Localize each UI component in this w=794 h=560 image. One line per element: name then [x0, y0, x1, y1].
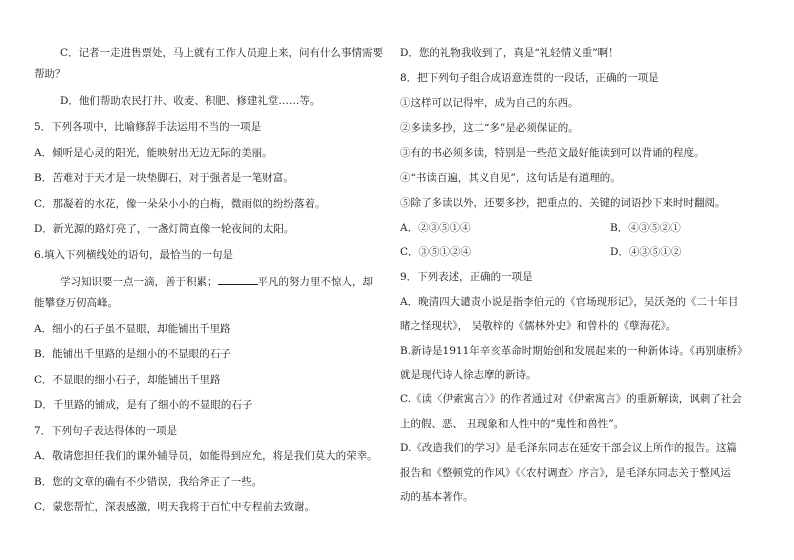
q6-fill-blank — [218, 273, 258, 285]
q5-option-a: A．倾听是心灵的阳光，能映射出无边无际的美丽。 — [34, 147, 273, 159]
q7-stem: 7．下列句子表达得体的一项是 — [34, 425, 178, 437]
q8-option-a: A．②③⑤①④ — [400, 222, 471, 234]
q6-passage-pre: 学习知识要一点一滴，善于积累； — [60, 276, 218, 288]
q8-option-d: D．④③⑤①② — [610, 246, 682, 258]
q8-option-c: C．③⑤①②④ — [400, 246, 472, 258]
q6-passage-post: 平凡的努力里不惊人，却 — [257, 276, 373, 288]
q9-option-d-line3: 动的基本著作。 — [400, 491, 474, 503]
q5-option-c: C．那凝着的水花，像一朵朵小小的白梅，微雨似的纷纷落着。 — [34, 198, 326, 210]
q9-option-c-line2: 上的假、恶、 丑现象和人性中的“鬼性和兽性”。 — [400, 418, 625, 430]
q9-option-a-line2: 睹之怪现状》， 吴敬梓的《儒林外史》和曾朴的《孽海花》。 — [400, 320, 677, 332]
q5-stem: 5．下列各项中，比喻修辞手法运用不当的一项是 — [34, 121, 262, 133]
q8-option-b: B．④③⑤②① — [610, 222, 681, 234]
q6-option-c: C．不显眼的细小石子，却能铺出千里路 — [34, 374, 221, 386]
q6-option-d: D．千里路的铺成，是有了细小的不显眼的石子 — [34, 399, 253, 411]
q8-sentence-4: ④“书读百遍，其义自见”，这句话是有道理的。 — [400, 172, 621, 184]
q9-option-b-line2: 就是现代诗人徐志摩的新诗。 — [400, 369, 537, 381]
q8-options-row2 — [400, 245, 682, 259]
q8-sentence-1: ①这样可以记得牢，成为自己的东西。 — [400, 97, 579, 109]
q6-passage-line1 — [34, 273, 373, 289]
q5-option-b: B．苦难对于天才是一块垫脚石，对于强者是一笔财富。 — [34, 172, 294, 184]
q6-option-a: A．细小的石子虽不显眼，却能铺出千里路 — [34, 323, 231, 335]
q8-sentence-3: ③有的书必须多读，特别是一些范文最好能读到可以背诵的程度。 — [400, 147, 705, 159]
q8-stem: 8．把下列句子组合成语意连贯的一段话，正确的一项是 — [400, 72, 659, 84]
q7-option-d: D．您的礼物我收到了，真是“礼轻情义重”啊！ — [400, 47, 619, 59]
q8-options-row1 — [400, 221, 681, 235]
q8-sentence-5: ⑤除了多读以外，还要多抄，把重点的、关键的词语抄下来时时翻阅。 — [400, 197, 726, 209]
q9-option-b-line1: B.新诗是1911年辛亥革命时期始创和发展起来的一种新体诗。《再别康桥》 — [400, 345, 748, 357]
q9-option-a-line1: A．晚清四大谴责小说是指李伯元的《官场现形记》，吴沃尧的《二十年目 — [400, 296, 739, 308]
q4-option-c-line2: 帮助？ — [34, 68, 66, 80]
q9-option-c-line1: C.《读〈伊索寓言〉》的作者通过对《伊索寓言》的重新解读，讽刺了社会 — [400, 393, 742, 405]
q8-sentence-2: ②多读多抄，这二“多”是必须保证的。 — [400, 122, 579, 134]
q7-option-c: C．蒙您帮忙，深表感激，明天我将于百忙中专程前去致谢。 — [34, 501, 316, 513]
q4-option-c-line1: C．记者一走进售票处，马上就有工作人员迎上来，问有什么事情需要 — [60, 47, 384, 59]
q9-option-d-line2: 报告和《整顿党的作风》《〈农村调查〉序言》，是毛泽东同志关于整风运 — [400, 467, 731, 479]
q9-option-d-line1: D.《改造我们的学习》是毛泽东同志在延安干部会议上所作的报告。这篇 — [400, 442, 737, 454]
q7-option-a: A．敬请您担任我们的课外辅导员，如能得到应允，将是我们莫大的荣幸。 — [34, 450, 378, 462]
q4-option-d: D．他们帮助农民打井、收麦、积肥、修建礼堂……等。 — [60, 95, 321, 107]
q7-option-b: B．您的文章的确有不少错误，我给斧正了一些。 — [34, 476, 263, 488]
q9-stem: 9．下列表述，正确的一项是 — [400, 271, 533, 283]
q6-passage-line2: 能攀登万仞高峰。 — [34, 297, 118, 309]
q6-stem: 6.填入下列横线处的语句，最恰当的一句是 — [34, 249, 234, 261]
q6-option-b: B．能铺出千里路的是细小的不显眼的石子 — [34, 348, 231, 360]
q5-option-d: D．新光源的路灯亮了，一盏灯简直像一轮夜间的太阳。 — [34, 223, 295, 235]
